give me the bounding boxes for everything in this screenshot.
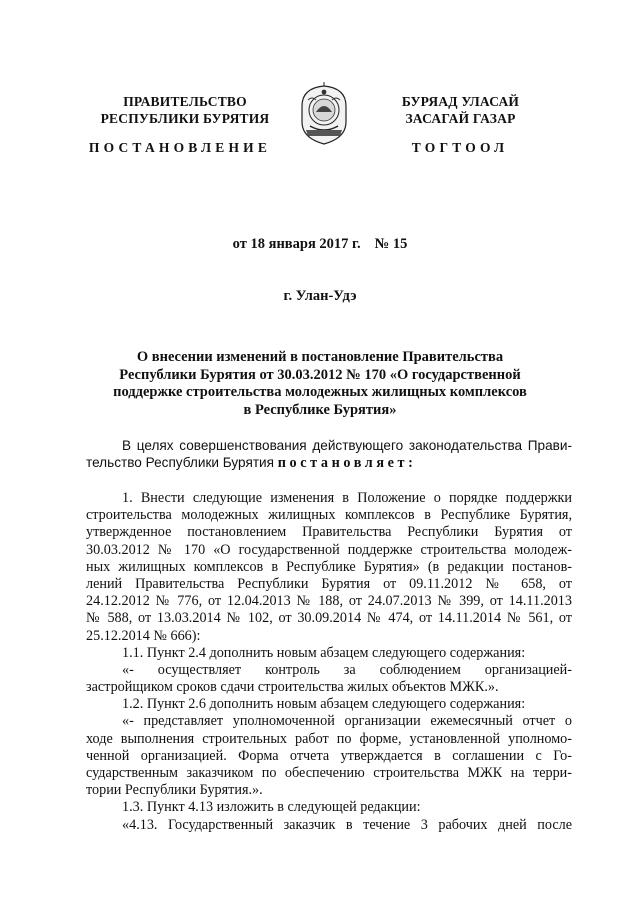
body-line: сударственным заказчиком по обеспечению строительства МЖК на терри-	[86, 765, 572, 781]
document-kind-buryat: ТОГТООЛ	[411, 140, 509, 155]
issuer-line-1: ПРАВИТЕЛЬСТВО	[123, 94, 247, 109]
body-line: лений Правительства Республики Бурятия от 09.11.2012 № 658, от	[86, 575, 572, 592]
document-kind-russian: ПОСТАНОВЛЕНИЕ	[88, 140, 272, 155]
issuer-line-2: РЕСПУБЛИКИ БУРЯТИЯ	[100, 111, 270, 126]
body-line: 1.1. Пункт 2.4 дополнить новым абзацем следующего содержания:	[122, 644, 526, 661]
body-line: «- осуществляет контроль за соблюдением организацией-	[122, 661, 572, 678]
body-line: 25.12.2014 № 666):	[86, 627, 201, 644]
preamble-line	[86, 454, 572, 471]
body-line: строительства молодежных жилищных комплексов в Республике Бурятия,	[86, 507, 572, 524]
preamble-text: тельство Республики Бурятия	[86, 455, 278, 471]
body-line: ных жилищных комплексов в Республике Бурятия» (в редакции постанов-	[86, 558, 572, 575]
document-date-line	[0, 236, 640, 253]
body-line: 1. Внести следующие изменения в Положение о порядке поддержки	[122, 490, 572, 506]
body-line: застройщиком сроков сдачи строительства жилых объектов МЖК.».	[86, 679, 499, 696]
body-line: утвержденное постановлением Правительства Республики Бурятия от	[86, 524, 572, 541]
document-date: от 18 января 2017 г.	[232, 236, 361, 252]
issuer-name-russian	[100, 93, 270, 127]
title-line: в Республике Бурятия»	[243, 401, 397, 418]
body-line: «4.13. Государственный заказчик в течение 3 рабочих дней после	[122, 816, 572, 833]
document-body	[86, 490, 572, 834]
document-number: № 15	[374, 236, 408, 252]
issuer-buryat-line-1: БУРЯАД УЛАСАЙ	[401, 94, 520, 109]
document-title	[100, 349, 540, 419]
body-line: ченной организацией. Форма отчета утверждается в соглашении с Го-	[86, 747, 572, 764]
body-line: 24.12.2012 № 776, от 12.04.2013 № 188, от 24.07.2013 № 399, от 14.11.2013	[86, 593, 572, 610]
preamble	[86, 437, 572, 471]
body-line: 1.2. Пункт 2.6 дополнить новым абзацем следующего содержания:	[122, 696, 526, 713]
preamble-line: В целях совершенствования действующего законодательства Прави-	[122, 438, 572, 453]
document-city: г. Улан-Удэ	[283, 288, 357, 304]
decree-verb: постановляет:	[277, 455, 417, 472]
title-line: О внесении изменений в постановление Правительства	[136, 349, 504, 365]
coat-of-arms-icon	[296, 82, 352, 146]
body-line: ходе выполнения строительных работ по форме, установленной уполномо-	[86, 730, 572, 747]
issuer-name-buryat	[378, 93, 543, 127]
title-line: Республики Бурятия от 30.03.2012 № 170 «О государственной	[119, 366, 521, 383]
body-line: «- представляет уполномоченной организации ежемесячный отчет о	[122, 713, 572, 730]
body-line: № 588, от 13.03.2014 № 102, от 30.09.2014 № 474, от 14.11.2014 № 561, от	[86, 610, 572, 627]
title-line: поддержке строительства молодежных жилищных комплексов	[113, 384, 527, 400]
body-line: 1.3. Пункт 4.13 изложить в следующей редакции:	[122, 799, 421, 816]
body-line: 30.03.2012 № 170 «О государственной поддержке строительства молодеж-	[86, 541, 572, 558]
issuer-buryat-line-2: ЗАСАГАЙ ГАЗАР	[405, 111, 516, 126]
body-line: тории Республики Бурятия.».	[86, 782, 263, 799]
